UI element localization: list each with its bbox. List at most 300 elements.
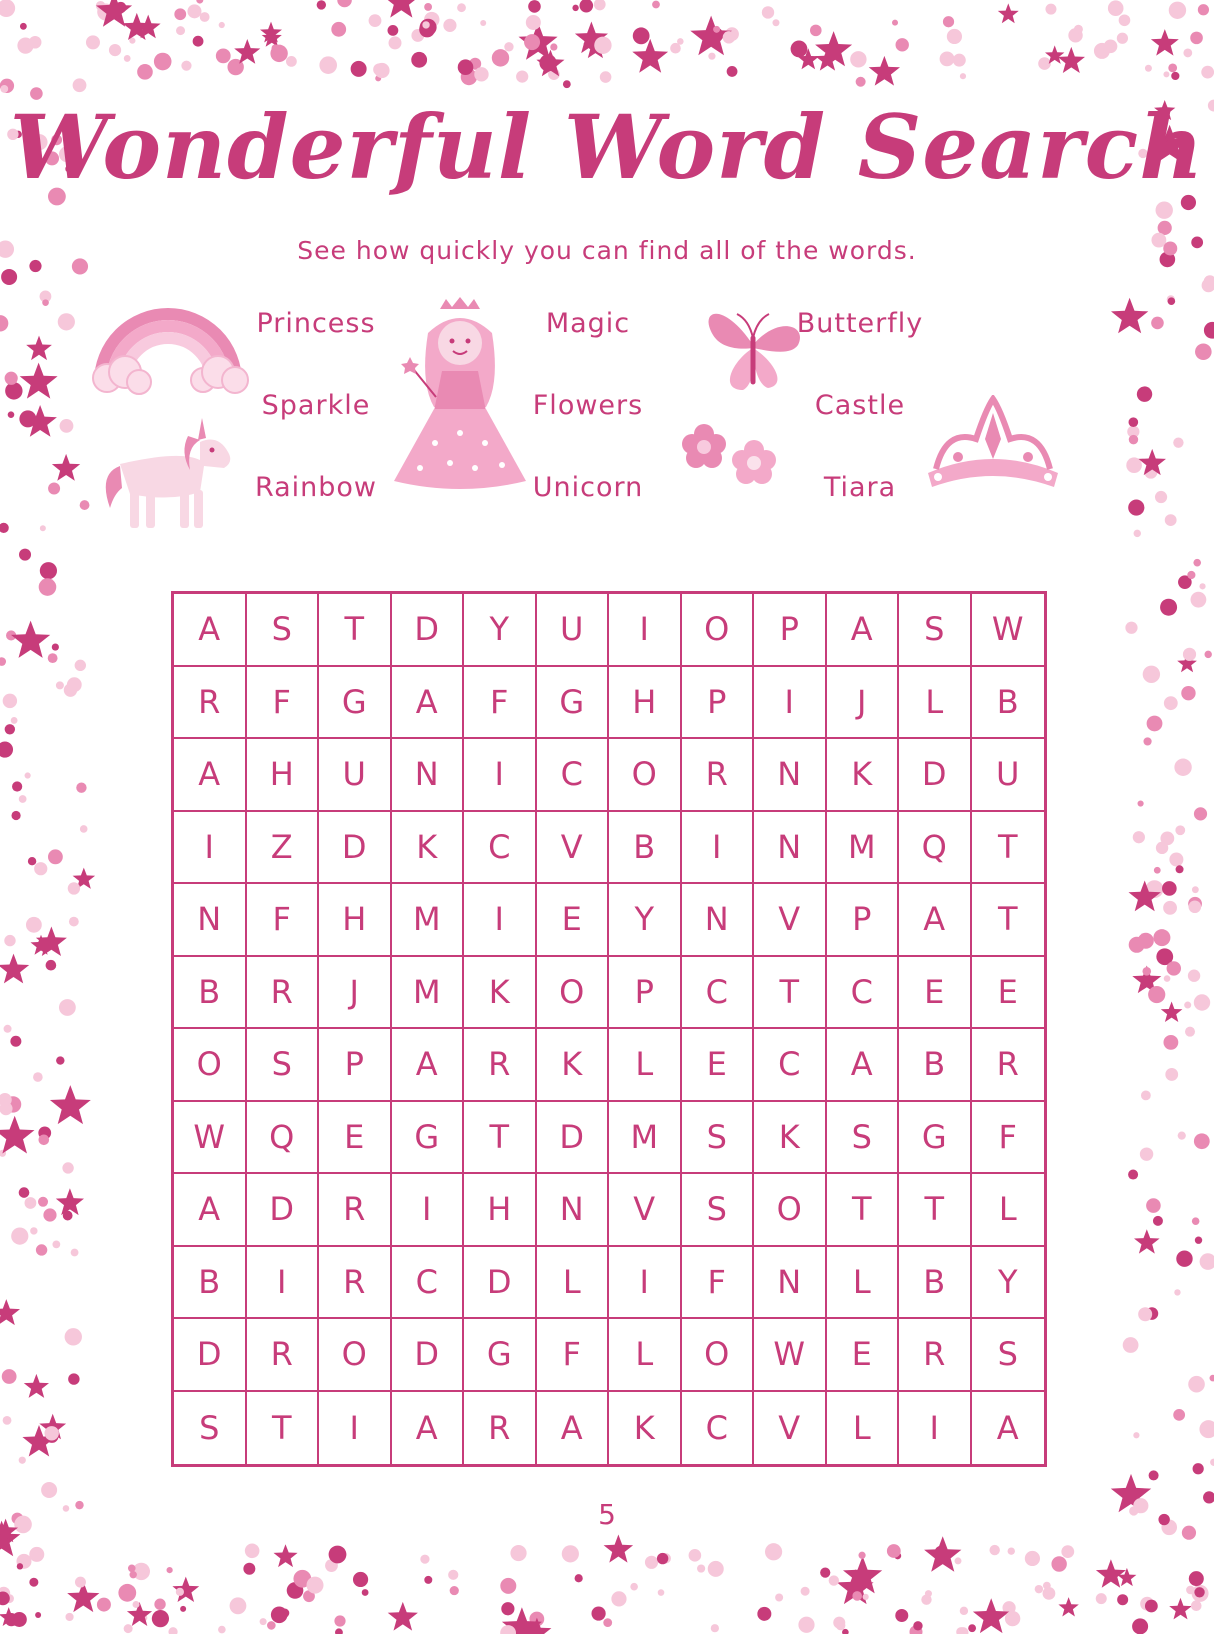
confetti-dot (362, 1589, 369, 1596)
star-icon (50, 1085, 91, 1124)
grid-cell[interactable]: T (899, 1174, 972, 1247)
confetti-dot (1061, 1545, 1074, 1558)
confetti-dot (351, 61, 367, 77)
grid-cell[interactable]: Y (972, 1247, 1045, 1320)
grid-cell[interactable]: U (537, 594, 610, 667)
confetti-dot (1137, 800, 1143, 806)
grid-cell[interactable]: W (174, 1102, 247, 1175)
grid-cell[interactable]: I (174, 812, 247, 885)
confetti-dot (1183, 49, 1192, 58)
grid-cell[interactable]: R (174, 667, 247, 740)
confetti-dot (1173, 1409, 1185, 1421)
grid-cell[interactable]: D (392, 1319, 465, 1392)
confetti-dot (307, 1577, 324, 1594)
confetti-dot (1129, 435, 1138, 444)
grid-cell[interactable]: K (754, 1102, 827, 1175)
grid-cell[interactable]: T (319, 594, 392, 667)
grid-cell[interactable]: F (537, 1319, 610, 1392)
confetti-dot (40, 525, 46, 531)
grid-cell[interactable]: F (682, 1247, 755, 1320)
grid-cell[interactable]: I (609, 1247, 682, 1320)
confetti-dot (1201, 66, 1214, 79)
grid-cell[interactable]: K (609, 1392, 682, 1465)
confetti-dot (286, 56, 297, 67)
star-icon (274, 1544, 298, 1567)
grid-cell[interactable]: O (537, 957, 610, 1030)
confetti-dot (1173, 437, 1183, 447)
confetti-dot (611, 1591, 626, 1606)
grid-cell[interactable]: S (247, 594, 320, 667)
grid-cell[interactable]: P (319, 1029, 392, 1102)
confetti-dot (645, 1556, 658, 1569)
confetti-dot (337, 0, 352, 7)
confetti-dot (29, 36, 42, 49)
confetti-dot (1145, 65, 1152, 72)
confetti-dot (243, 1563, 255, 1575)
grid-cell[interactable]: P (682, 667, 755, 740)
grid-cell[interactable]: G (464, 1319, 537, 1392)
grid-cell[interactable]: F (247, 667, 320, 740)
confetti-dot (1156, 202, 1173, 219)
word-castle: Castle (814, 390, 906, 421)
confetti-dot (562, 1545, 579, 1562)
grid-cell[interactable]: H (319, 884, 392, 957)
grid-cell[interactable]: E (827, 1319, 900, 1392)
confetti-dot (953, 54, 966, 67)
confetti-dot (474, 67, 488, 81)
confetti-dot (271, 44, 278, 51)
grid-cell[interactable]: J (827, 667, 900, 740)
grid-cell[interactable]: V (754, 884, 827, 957)
grid-cell[interactable]: N (537, 1174, 610, 1247)
confetti-dot (1188, 1376, 1205, 1393)
confetti-dot (757, 1607, 771, 1621)
confetti-dot (1194, 1133, 1210, 1149)
confetti-dot (36, 1244, 47, 1255)
grid-cell[interactable]: P (754, 594, 827, 667)
grid-cell[interactable]: U (319, 739, 392, 812)
grid-cell[interactable]: D (174, 1319, 247, 1392)
grid-cell[interactable]: C (827, 957, 900, 1030)
confetti-dot (422, 21, 429, 28)
confetti-dot (450, 1586, 459, 1595)
grid-cell[interactable]: C (682, 1392, 755, 1465)
grid-cell[interactable]: B (899, 1029, 972, 1102)
confetti-dot (579, 0, 593, 12)
grid-cell[interactable]: K (537, 1029, 610, 1102)
confetti-dot (424, 3, 432, 11)
grid-cell[interactable]: T (464, 1102, 537, 1175)
grid-cell[interactable]: Q (899, 812, 972, 885)
grid-cell[interactable]: Y (609, 884, 682, 957)
grid-cell[interactable]: M (392, 957, 465, 1030)
confetti-dot (4, 1025, 12, 1033)
confetti-dot (801, 1587, 810, 1596)
confetti-dot (76, 783, 86, 793)
confetti-dot (0, 523, 9, 533)
grid-cell[interactable]: R (247, 957, 320, 1030)
confetti-dot (334, 1615, 345, 1626)
grid-cell[interactable]: I (319, 1392, 392, 1465)
confetti-dot (11, 717, 18, 724)
grid-cell[interactable]: L (899, 667, 972, 740)
grid-cell[interactable]: L (537, 1247, 610, 1320)
confetti-dot (137, 64, 153, 80)
grid-cell[interactable]: H (609, 667, 682, 740)
unicorn-icon (100, 412, 245, 532)
grid-cell[interactable]: F (247, 884, 320, 957)
confetti-dot (913, 1621, 922, 1630)
confetti-dot (1138, 1307, 1152, 1321)
grid-cell[interactable]: A (174, 739, 247, 812)
confetti-dot (896, 38, 909, 51)
confetti-dot (1142, 967, 1151, 976)
star-icon (56, 1188, 84, 1215)
grid-cell[interactable]: L (827, 1392, 900, 1465)
grid-cell[interactable]: V (609, 1174, 682, 1247)
grid-cell[interactable]: J (319, 957, 392, 1030)
star-icon (24, 1374, 49, 1398)
confetti-dot (180, 1606, 186, 1612)
grid-cell[interactable]: Q (247, 1102, 320, 1175)
confetti-dot (39, 1134, 50, 1145)
grid-cell[interactable]: S (682, 1102, 755, 1175)
grid-cell[interactable]: R (464, 1392, 537, 1465)
grid-cell[interactable]: R (319, 1247, 392, 1320)
confetti-dot (1074, 25, 1083, 34)
grid-cell[interactable]: R (682, 739, 755, 812)
confetti-dot (124, 1624, 133, 1633)
confetti-dot (41, 1482, 57, 1498)
grid-cell[interactable]: N (754, 812, 827, 885)
confetti-dot (708, 53, 715, 60)
grid-cell[interactable]: O (682, 1319, 755, 1392)
grid-cell[interactable]: O (319, 1319, 392, 1392)
confetti-dot (1186, 1586, 1195, 1595)
grid-cell[interactable]: C (392, 1247, 465, 1320)
confetti-dot (317, 0, 326, 9)
star-icon (1058, 47, 1085, 73)
confetti-dot (5, 372, 18, 385)
confetti-dot (8, 411, 15, 418)
grid-cell[interactable]: A (996, 1408, 1019, 1447)
grid-cell[interactable]: A (827, 1029, 900, 1102)
confetti-dot (528, 0, 541, 13)
grid-cell[interactable]: D (899, 739, 972, 812)
page-title: Wonderful Word Search (9, 95, 1205, 199)
grid-cell[interactable]: G (537, 667, 610, 740)
grid-cell[interactable]: C (682, 957, 755, 1030)
grid-cell[interactable]: T (972, 884, 1045, 957)
word-flowers: Flowers (532, 390, 644, 421)
confetti-dot (727, 66, 738, 77)
grid-cell[interactable]: E (682, 1029, 755, 1102)
confetti-dot (48, 482, 60, 494)
confetti-dot (772, 19, 779, 26)
confetti-dot (1189, 1571, 1204, 1586)
grid-cell[interactable]: A (174, 594, 247, 667)
confetti-dot (38, 1197, 48, 1207)
confetti-dot (1195, 1237, 1202, 1244)
confetti-dot (572, 5, 578, 11)
confetti-dot (954, 1557, 961, 1564)
confetti-dot (713, 26, 720, 33)
grid-cell[interactable]: M (827, 812, 900, 885)
grid-cell[interactable]: S (682, 1174, 755, 1247)
confetti-dot (1164, 975, 1171, 982)
confetti-dot (652, 1, 660, 9)
grid-cell[interactable]: R (899, 1319, 972, 1392)
grid-cell[interactable]: A (174, 1174, 247, 1247)
grid-cell[interactable]: I (464, 884, 537, 957)
grid-cell[interactable]: G (392, 1102, 465, 1175)
confetti-dot (1163, 901, 1177, 915)
confetti-dot (187, 4, 201, 18)
grid-cell[interactable]: D (464, 1247, 537, 1320)
confetti-dot (1185, 1027, 1195, 1037)
confetti-dot (411, 52, 427, 68)
confetti-dot (68, 882, 80, 894)
grid-cell[interactable]: L (972, 1174, 1045, 1247)
grid-cell[interactable]: E (899, 957, 972, 1030)
grid-cell[interactable]: V (537, 812, 610, 885)
confetti-dot (1175, 825, 1185, 835)
grid-cell[interactable]: L (609, 1319, 682, 1392)
star-icon (383, 0, 419, 18)
confetti-dot (1125, 622, 1137, 634)
grid-cell[interactable]: S (247, 1029, 320, 1102)
confetti-dot (52, 643, 59, 650)
grid-cell[interactable]: S (899, 594, 972, 667)
grid-cell[interactable]: I (899, 1392, 972, 1465)
confetti-dot (630, 1583, 638, 1591)
confetti-dot (1094, 43, 1110, 59)
grid-cell[interactable]: G (899, 1102, 972, 1175)
confetti-dot (0, 85, 8, 93)
grid-cell[interactable]: A (392, 1392, 465, 1465)
grid-cell[interactable]: B (609, 812, 682, 885)
confetti-dot (1162, 881, 1177, 896)
star-icon (388, 1602, 418, 1631)
confetti-dot (510, 1545, 526, 1561)
confetti-dot (1164, 696, 1178, 710)
grid-cell[interactable]: T (754, 957, 827, 1030)
confetti-dot (1149, 1470, 1159, 1480)
grid-cell[interactable]: T (827, 1174, 900, 1247)
confetti-dot (657, 1553, 668, 1564)
confetti-dot (353, 1572, 368, 1587)
grid-cell[interactable]: D (319, 812, 392, 885)
grid-cell[interactable]: W (754, 1319, 827, 1392)
confetti-dot (0, 657, 6, 666)
confetti-dot (28, 857, 36, 865)
confetti-dot (1188, 970, 1200, 982)
confetti-dot (550, 43, 557, 50)
grid-cell[interactable]: W (972, 594, 1045, 667)
grid-cell[interactable]: B (174, 1247, 247, 1320)
grid-cell[interactable]: K (464, 957, 537, 1030)
confetti-dot (1200, 1253, 1214, 1270)
confetti-dot (3, 694, 17, 708)
grid-cell[interactable]: U (972, 739, 1045, 812)
confetti-dot (45, 1426, 59, 1440)
confetti-dot (501, 1602, 514, 1615)
confetti-dot (1176, 865, 1184, 873)
confetti-dot (1153, 929, 1170, 946)
grid-cell[interactable]: P (609, 957, 682, 1030)
confetti-dot (40, 562, 57, 579)
confetti-dot (1137, 386, 1152, 401)
confetti-dot (1168, 63, 1177, 72)
confetti-dot (369, 14, 382, 27)
grid-cell[interactable]: F (464, 667, 537, 740)
grid-cell[interactable]: E (972, 957, 1045, 1030)
grid-cell[interactable]: O (174, 1029, 247, 1102)
confetti-dot (1199, 583, 1205, 589)
confetti-dot (1133, 1432, 1139, 1438)
grid-cell[interactable]: L (609, 1029, 682, 1102)
grid-cell[interactable]: R (464, 1029, 537, 1102)
confetti-dot (109, 44, 121, 56)
grid-cell[interactable]: N (754, 739, 827, 812)
confetti-dot (154, 53, 172, 71)
grid-cell[interactable]: N (754, 1247, 827, 1320)
confetti-dot (1025, 1551, 1040, 1566)
confetti-dot (19, 1457, 26, 1464)
grid-cell[interactable]: D (537, 1102, 610, 1175)
confetti-dot (852, 1591, 862, 1601)
grid-cell[interactable]: C (464, 812, 537, 885)
confetti-dot (711, 1624, 719, 1632)
grid-cell[interactable]: M (609, 1102, 682, 1175)
grid-cell[interactable]: Y (464, 594, 537, 667)
grid-cell[interactable]: D (392, 594, 465, 667)
confetti-dot (943, 16, 954, 27)
grid-cell[interactable]: O (682, 594, 755, 667)
confetti-dot (1128, 1170, 1138, 1180)
grid-cell[interactable]: A (827, 594, 900, 667)
confetti-dot (3, 1416, 12, 1425)
confetti-dot (154, 1599, 165, 1610)
confetti-dot (10, 1036, 21, 1047)
confetti-dot (48, 849, 63, 864)
grid-cell[interactable]: I (464, 739, 537, 812)
star-icon (0, 954, 29, 984)
grid-cell[interactable]: I (609, 594, 682, 667)
grid-cell[interactable]: S (174, 1392, 247, 1465)
confetti-dot (168, 1627, 177, 1634)
grid-cell[interactable]: A (392, 1029, 465, 1102)
confetti-dot (1190, 32, 1203, 45)
grid-cell[interactable]: R (972, 1029, 1045, 1102)
grid-cell[interactable]: I (682, 812, 755, 885)
confetti-dot (331, 22, 346, 37)
confetti-dot (260, 1618, 267, 1625)
grid-cell[interactable]: S (972, 1319, 1045, 1392)
confetti-dot (52, 1240, 60, 1248)
grid-cell[interactable]: A (537, 1392, 610, 1465)
grid-cell[interactable]: F (972, 1102, 1045, 1175)
grid-cell[interactable]: I (247, 1247, 320, 1320)
grid-cell[interactable]: T (247, 1392, 320, 1465)
grid-cell[interactable]: P (827, 884, 900, 957)
confetti-dot (591, 1606, 605, 1620)
grid-cell[interactable]: H (247, 739, 320, 812)
confetti-dot (1005, 1611, 1020, 1626)
grid-cell[interactable]: I (392, 1174, 465, 1247)
grid-cell[interactable]: C (537, 739, 610, 812)
grid-cell[interactable]: T (972, 812, 1045, 885)
grid-cell[interactable]: A (899, 884, 972, 957)
grid-cell[interactable]: N (392, 739, 465, 812)
confetti-dot (1169, 853, 1183, 867)
confetti-dot (129, 1571, 136, 1578)
grid-cell[interactable]: D (247, 1174, 320, 1247)
grid-cell[interactable]: B (174, 957, 247, 1030)
confetti-dot (1192, 1217, 1200, 1225)
grid-cell[interactable]: R (319, 1174, 392, 1247)
confetti-dot (480, 20, 486, 26)
word-rainbow: Rainbow (254, 472, 378, 503)
grid-cell[interactable]: O (754, 1174, 827, 1247)
confetti-dot (335, 1628, 343, 1634)
grid-cell[interactable]: O (609, 739, 682, 812)
grid-cell[interactable]: Z (247, 812, 320, 885)
confetti-dot (118, 1584, 136, 1602)
confetti-dot (1165, 1068, 1178, 1081)
grid-cell[interactable]: S (827, 1102, 900, 1175)
confetti-dot (925, 1590, 932, 1597)
grid-cell[interactable]: K (827, 739, 900, 812)
confetti-dot (1181, 686, 1195, 700)
confetti-dot (152, 1610, 169, 1627)
grid-cell[interactable]: B (972, 667, 1045, 740)
confetti-dot (1163, 1035, 1178, 1050)
grid-cell[interactable]: E (537, 884, 610, 957)
confetti-dot (329, 1546, 347, 1564)
grid-cell[interactable]: A (392, 667, 465, 740)
grid-cell[interactable]: L (827, 1247, 900, 1320)
confetti-dot (1123, 1337, 1139, 1353)
star-icon (924, 1536, 961, 1572)
confetti-dot (124, 55, 131, 62)
confetti-dot (1129, 937, 1145, 953)
grid-cell[interactable]: M (392, 884, 465, 957)
grid-cell[interactable]: I (754, 667, 827, 740)
confetti-dot (42, 299, 49, 306)
confetti-dot (1210, 1375, 1214, 1382)
grid-cell[interactable]: N (174, 884, 247, 957)
confetti-dot (11, 1228, 28, 1245)
confetti-dot (29, 1547, 44, 1562)
grid-cell[interactable]: N (682, 884, 755, 957)
confetti-dot (1198, 4, 1209, 15)
grid-cell[interactable]: G (319, 667, 392, 740)
grid-cell[interactable]: B (899, 1247, 972, 1320)
grid-cell[interactable]: K (392, 812, 465, 885)
confetti-dot (1140, 1147, 1153, 1160)
grid-cell[interactable]: E (319, 1102, 392, 1175)
grid-cell[interactable]: R (247, 1319, 320, 1392)
grid-cell[interactable]: H (464, 1174, 537, 1247)
confetti-dot (65, 1613, 73, 1621)
confetti-dot (19, 549, 31, 561)
confetti-dot (176, 26, 185, 35)
confetti-dot (1156, 842, 1168, 854)
grid-cell[interactable]: V (754, 1392, 827, 1465)
star-icon (1161, 1002, 1183, 1023)
grid-cell[interactable]: C (754, 1029, 827, 1102)
